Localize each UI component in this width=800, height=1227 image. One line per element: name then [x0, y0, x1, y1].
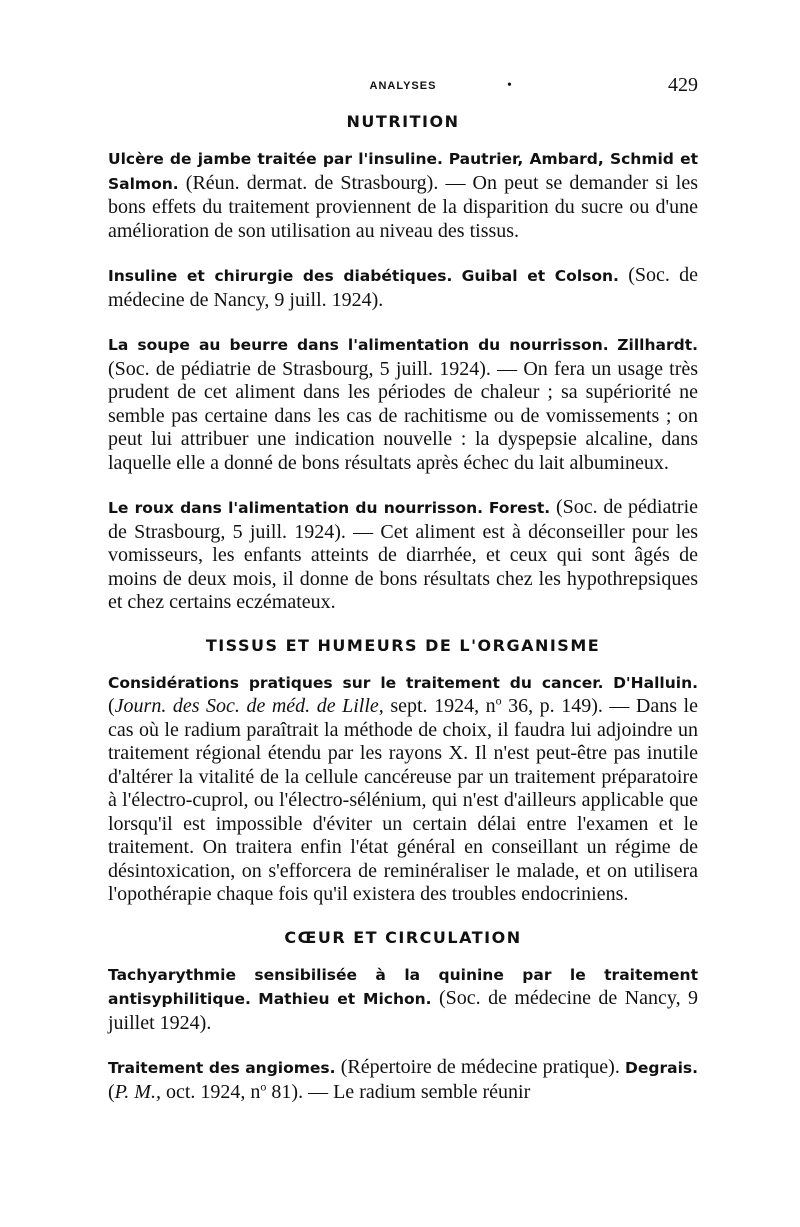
- entry-text: — On fera un usage très prudent de cet aliment dans les périodes de chaleur ; sa supériorité ne semble pas certaine dans les cas de rachitisme ou de vomissements ; on peut lui attribuer une indication nouvelle : la dyspepsie alcaline, dans laquelle elle a donné de bons résultats après échec du lait albumineux.: [108, 357, 699, 474]
- page-number: 429: [668, 74, 698, 96]
- entry-title: Tachyarythmie sensibilisée à la quinine par le traitement antisyphilitique.: [108, 965, 698, 1008]
- entry-title: La soupe au beurre dans l'alimentation du nourrisson.: [108, 336, 609, 354]
- abstract-entry: Traitement des angiomes. (Répertoire de médecine pratique). Degrais. (P. M., oct. 1924, $n^o$ 81). — Le radium semble réunir: [108, 1056, 699, 1103]
- abstract-entry: [108, 147, 698, 243]
- entry-title: Le roux dans l'alimentation du nourrisson.: [108, 499, 484, 517]
- entry-journal: P. M.,: [114, 1080, 161, 1103]
- section-heading-tissus: TISSUS ET HUMEURS DE L'ORGANISME: [205, 635, 601, 655]
- entry-authors: D'Halluin.: [613, 673, 699, 692]
- entry-authors: Zillhardt.: [617, 336, 699, 354]
- entry-source: (Soc. de médecine de Nancy, 9 juillet 1924).: [108, 987, 699, 1034]
- entry-authors: Mathieu et Michon.: [258, 990, 432, 1008]
- running-head: [108, 70, 698, 100]
- entry-source-end: 81).: [271, 1080, 304, 1103]
- abstract-entry: [108, 333, 698, 475]
- entry-journal: Journ. des Soc. de méd. de Lille,: [114, 695, 384, 717]
- entry-title: Considérations pratiques sur le traitement du cancer.: [108, 673, 604, 692]
- entry-text: — Cet aliment est à déconseiller pour les vomisseurs, les enfants atteints de diarrhée, et ceux qui sont âgés de moins de deux mois, il donne de bons résultats chez les hypothrepsiques et chez certains eczémateux.: [108, 520, 698, 613]
- entry-title: Insuline et chirurgie des diabétiques.: [108, 267, 453, 285]
- entry-source: sept. 1924, n: [390, 695, 496, 717]
- running-head-title: ANALYSES: [369, 80, 437, 92]
- abstract-entry: [108, 963, 698, 1036]
- page: [108, 70, 698, 1125]
- entry-title: Traitement des angiomes.: [108, 1059, 336, 1077]
- entry-source: (Réun. dermat. de Strasbourg).: [185, 171, 439, 194]
- entry-source: (Soc. de médecine de Nancy, 9 juill. 1924).: [108, 264, 699, 311]
- entry-source-sup: o: [495, 693, 502, 708]
- entry-source: (Soc. de pédiatrie de Strasbourg, 5 juill. 1924).: [108, 496, 699, 543]
- entry-source-sup: o: [260, 1078, 267, 1093]
- section-heading-nutrition: NUTRITION: [346, 112, 460, 131]
- entry-authors: Guibal et Colson.: [461, 267, 619, 285]
- section-heading-coeur: CŒUR ET CIRCULATION: [284, 927, 522, 947]
- abstract-entry: [108, 496, 698, 615]
- entry-authors: Forest.: [488, 499, 551, 517]
- entry-source: (Répertoire de médecine pratique).: [340, 1056, 620, 1078]
- entry-title: Ulcère de jambe traitée par l'insuline.: [108, 150, 443, 168]
- entry-text: — Dans le cas où le radium paraîtrait la méthode de choix, il faudra lui adjoindre un traitement régional étendu par les rayons X. Il n'est peut-être pas inutile d'altérer la vitalité de la cellule cancéreuse par un traitement préparatoire à l'électro-cuprol, ou l'électro-sélénium, qui n'est d'ailleurs applicable que lorsqu'il est impossible d'éviter un certain délai entre l'examen et le traitement. On traitera enfin l'état général en conseillant un régime de désintoxication, on s'efforcera de reminéraliser le malade, et on utilisera l'opothérapie chaque fois qu'il existera des troubles endocriniens.: [108, 695, 698, 905]
- entry-source: oct. 1924, n: [165, 1080, 261, 1103]
- entry-text: — On peut se demander si les bons effets du traitement proviennent de la disparition du sucre ou d'une amélioration de son utilisation au niveau des tissus.: [108, 171, 699, 242]
- entry-authors: Degrais.: [625, 1059, 699, 1077]
- abstract-entry: Considérations pratiques sur le traitement du cancer. D'Halluin. (Journ. des Soc. de méd. de Lille, sept. 1924, $n^o$ 36, p. 149). — Dans le cas où le radium paraîtrait la méthode de choix, il faudra lui adjoindre un traitement régional étendu par les rayons X. Il n'est peut-être pas inutile d'altérer la vitalité de la cellule cancéreuse par un traitement préparatoire à l'électro-cuprol, ou l'électro-sélénium, qui n'est d'ailleurs applicable que lorsqu'il est impossible d'éviter un certain délai entre l'examen et le traitement. On traitera enfin l'état général en conseillant un régime de désintoxication, on s'efforcera de reminéraliser le malade, et on utilisera l'opothérapie chaque fois qu'il existera des troubles endocriniens.: [108, 673, 699, 905]
- entry-authors: Pautrier, Ambard, Schmid et Salmon.: [108, 150, 698, 193]
- entry-source: (Soc. de pédiatrie de Strasbourg, 5 juill. 1924).: [108, 357, 491, 380]
- ornament-dot: •: [507, 78, 512, 93]
- entry-source-end: 36, p. 149).: [508, 695, 603, 717]
- abstract-entry: [108, 264, 698, 312]
- entry-text: — Le radium semble réunir: [308, 1080, 531, 1103]
